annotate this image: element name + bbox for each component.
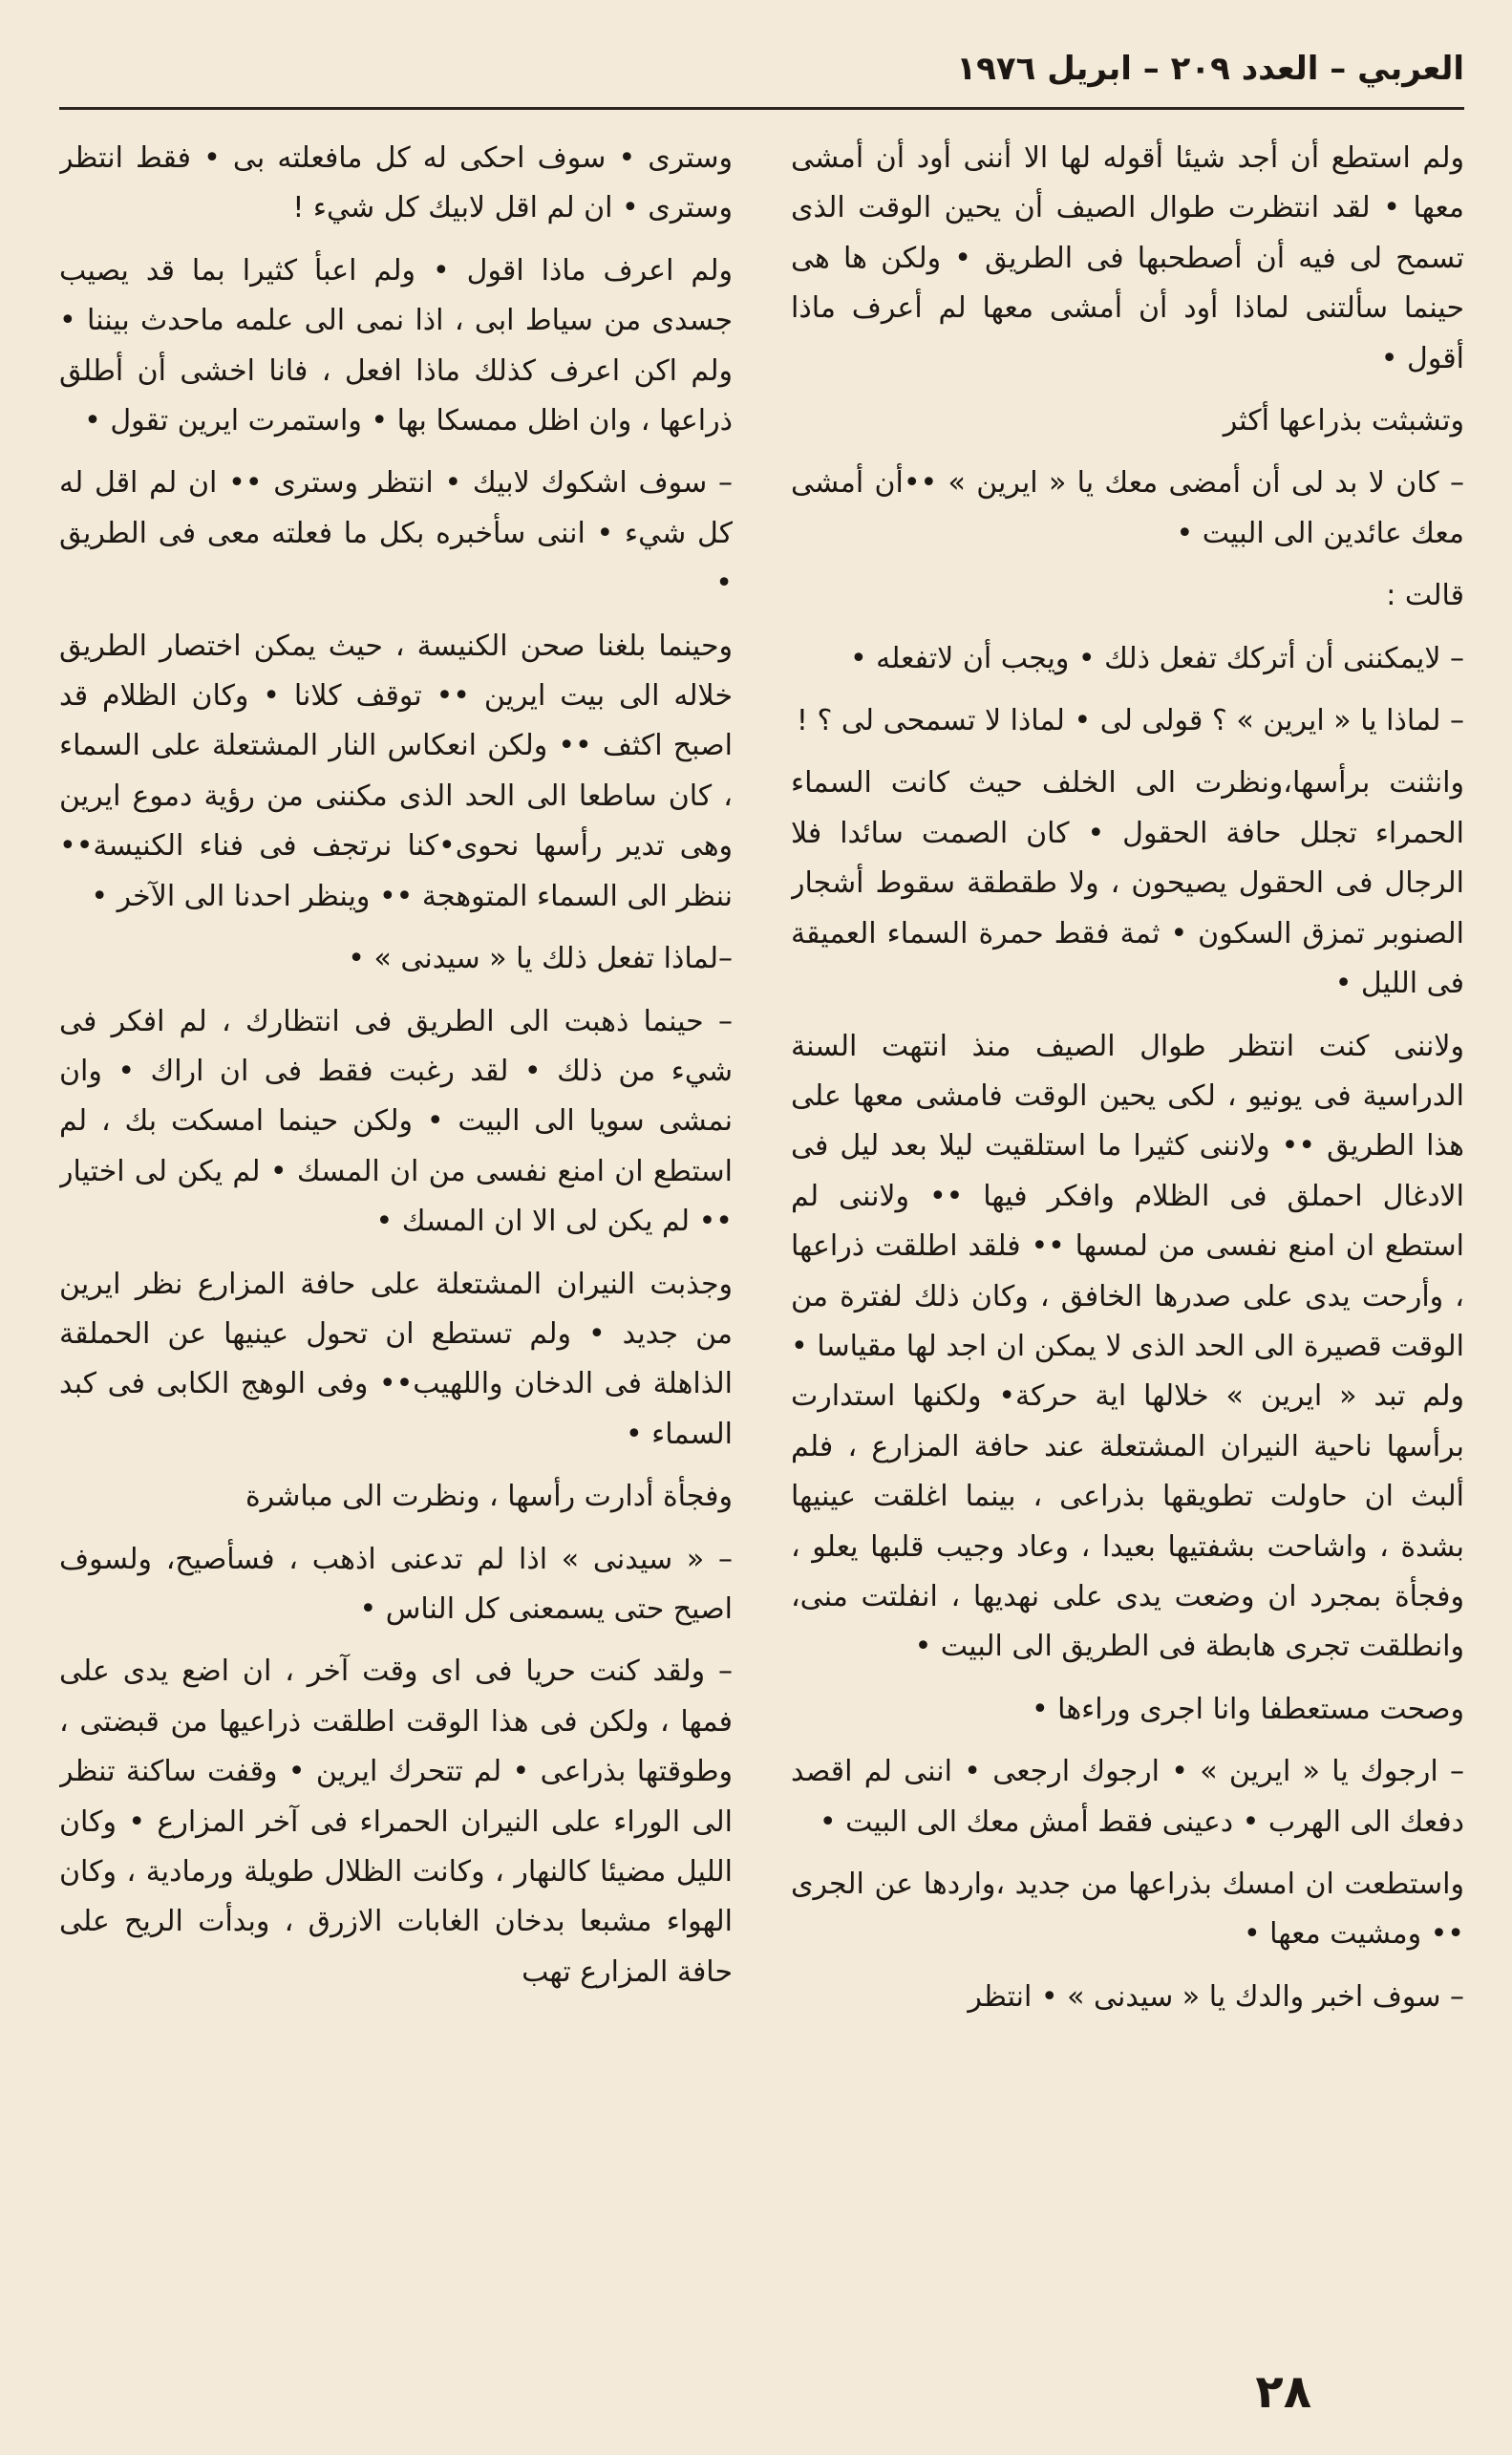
paragraph: واستطعت ان امسك بذراعها من جديد ،واردها عن الجرى •• ومشيت معها • [791, 1868, 1464, 1952]
left-column [59, 134, 733, 2321]
paragraph: ولاننى كنت انتظر طوال الصيف منذ انتهت السنة الدراسية فى يونيو ، لكى يحين الوقت فامشى معها على هذا الطريق •• ولاننى كثيرا ما استلقيت ليلا بعد ليل فى الادغال احملق فى الظلام وافكر فيها •• ولاننى لم استطع ان امنع نفسى من لمسها •• فلقد اطلقت ذراعها ، وأرحت يدى على صدرها الخافق ، وكان ذلك لفترة من الوقت قصيرة الى الحد الذى لا يمكن ان اجد لها مقياسا • ولم تبد « ايرين » خلالها اية حركة• ولكنها استدارت برأسها ناحية النيران المشتعلة عند حافة المزارع ، فلم ألبث ان حاولت تطويقها بذراعى ، بينما اغلقت عينيها بشدة ، واشاحت بشفتيها بعيدا ، وعاد وجيب قلبها يعلو ، وفجأة بمجرد ان وضعت يدى على نهديها ، انفلتت منى، وانطلقت تجرى هابطة فى الطريق الى البيت • [791, 1029, 1464, 1664]
paragraph: ولم اعرف ماذا اقول • ولم اعبأ كثيرا بما قد يصيب جسدى من سياط ابى ، اذا نمى الى علمه ماحدث بيننا • ولم اكن اعرف كذلك ماذا افعل ، فانا اخشى أن أطلق ذراعها ، وان اظل ممسكا بها • واستمرت ايرين تقول • [59, 253, 733, 438]
paragraph: – كان لا بد لى أن أمضى معك يا « ايرين » ••أن أمشى معك عائدين الى البيت • [791, 466, 1464, 550]
paragraph: –لماذا تفعل ذلك يا « سيدنى » • [348, 942, 733, 976]
paragraph: وجذبت النيران المشتعلة على حافة المزارع نظر ايرين من جديد • ولم تستطع ان تحول عينيها عن الحملقة الذاهلة فى الدخان واللهيب•• وفى الوهج الكابى فى كبد السماء • [59, 1267, 733, 1451]
paragraph: – لايمكننى أن أتركك تفعل ذلك • ويجب أن لاتفعله • [849, 641, 1464, 675]
right-column [791, 134, 1464, 2321]
header-rule [59, 107, 1464, 110]
paragraph: – حينما ذهبت الى الطريق فى انتظارك ، لم افكر فى شيء من ذلك • لقد رغبت فقط فى ان اراك • وان نمشى سويا الى البيت • ولكن حينما امسكت بك ، لم استطع ان امنع نفسى من ان المسك • لم يكن لى اختيار •• لم يكن لى الا ان المسك • [59, 1004, 733, 1239]
paragraph: – ارجوك يا « ايرين » • ارجوك ارجعى • اننى لم اقصد دفعك الى الهرب • دعينى فقط أمش معك الى البيت • [791, 1755, 1464, 1839]
running-head: العربي – العدد ٢٠٩ – ابريل ١٩٧٦ [956, 50, 1464, 88]
paragraph: وسترى • سوف احكى له كل مافعلته بى • فقط انتظر وسترى • ان لم اقل لابيك كل شيء ! [59, 141, 733, 225]
paragraph: وحينما بلغنا صحن الكنيسة ، حيث يمكن اختصار الطريق خلاله الى بيت ايرين •• توقف كلانا • وكان الظلام قد اصبح اكثف •• ولكن انعكاس النار المشتعلة على السماء ، كان ساطعا الى الحد الذى مكننى من رؤية دموع ايرين وهى تدير رأسها نحوى•كنا نرتجف فى فناء الكنيسة•• ننظر الى السماء المتوهجة •• وينظر احدنا الى الآخر • [59, 629, 733, 913]
paragraph: – ولقد كنت حريا فى اى وقت آخر ، ان اضع يدى على فمها ، ولكن فى هذا الوقت اطلقت ذراعيها من قبضتى ، وطوقتها بذراعى • لم تتحرك ايرين • وقفت ساكنة تنظر الى الوراء على النيران الحمراء فى آخر المزارع • وكان الليل مضيئا كالنهار ، وكانت الظلال طويلة ورمادية ، وكان الهواء مشبعا بدخان الغابات الازرق ، وبدأت الريح على حافة المزارع تهب [59, 1654, 733, 1989]
paragraph: وانثنت برأسها،ونظرت الى الخلف حيث كانت السماء الحمراء تجلل حافة الحقول • كان الصمت سائدا فلا الرجال فى الحقول يصيحون ، ولا طقطقة سقوط أشجار الصنوبر تمزق السكون • ثمة فقط حمرة السماء العميقة فى الليل • [791, 766, 1464, 1001]
paragraph: ولم استطع أن أجد شيئا أقوله لها الا أننى أود أن أمشى معها • لقد انتظرت طوال الصيف أن يحين الوقت الذى تسمح لى فيه أن أصطحبها فى الطريق • ولكن ها هى حينما سألتنى لماذا أود أن أمشى معها لم أعرف ماذا أقول • [791, 141, 1464, 375]
paragraph: – سوف اخبر والدك يا « سيدنى » • انتظر [968, 1979, 1464, 2014]
paragraph: – سوف اشكوك لابيك • انتظر وسترى •• ان لم اقل له كل شيء • اننى سأخبره بكل ما فعلته معى فى الطريق • [59, 466, 733, 601]
paragraph: قالت : [1386, 579, 1464, 613]
paragraph: وفجأة أدارت رأسها ، ونظرت الى مباشرة [245, 1480, 733, 1514]
paragraph: وصحت مستعطفا وانا اجرى وراءها • [1031, 1692, 1464, 1726]
paragraph: وتشبثت بذراعها أكثر [1223, 404, 1464, 438]
paragraph: – لماذا يا « ايرين » ؟ قولى لى • لماذا لا تسمحى لى ؟ ! [796, 704, 1464, 738]
page-number: ٢٨ [1255, 2365, 1311, 2419]
paragraph: – « سيدنى » اذا لم تدعنى اذهب ، فسأصيح، ولسوف اصيح حتى يسمعنى كل الناس • [59, 1542, 733, 1626]
